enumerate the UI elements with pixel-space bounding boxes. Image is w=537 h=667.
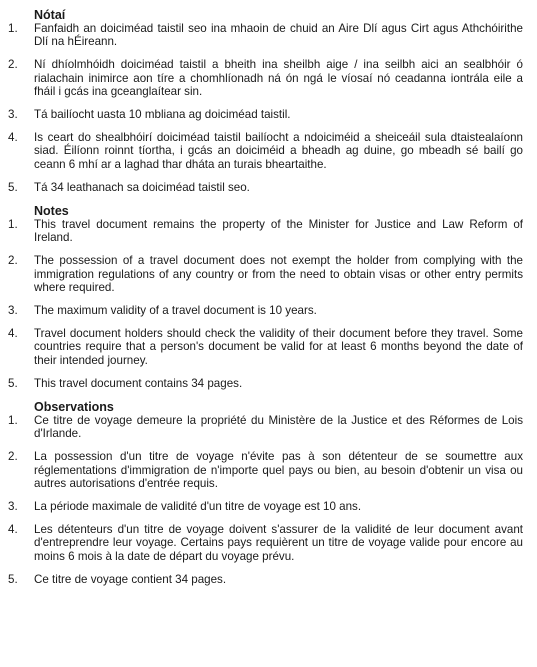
section-irish-notes [4, 8, 523, 194]
item-number: 2. [8, 254, 18, 268]
item-text: The possession of a travel document does not exempt the holder from complying with the immigration regulations of any country or from the need to obtain visas or other entry permits where required. [34, 254, 523, 294]
item-text: Tá bailíocht uasta 10 mbliana ag doiciméad taistil. [34, 108, 291, 122]
list-item [4, 414, 523, 440]
item-text: Is ceart do shealbhóirí doiciméad taistil bailíocht a ndoiciméid a sheiceáil sula dtaistealaíonn siad. Éilíonn roinnt tíortha, i gcás an doiciméid a bheadh ag duine, go mbeadh sé bailí go ceann 6 mhí ar a laghad thar dháta an turais bheartaithe. [34, 131, 523, 171]
list-item [4, 450, 523, 490]
section-english-notes [4, 204, 523, 390]
item-text: Tá 34 leathanach sa doiciméad taistil seo. [34, 180, 250, 194]
item-number: 5. [8, 572, 18, 586]
list-item [4, 304, 523, 317]
item-text: Ce titre de voyage contient 34 pages. [34, 572, 227, 586]
section-title: Notes [34, 204, 69, 219]
list-item [4, 377, 523, 390]
item-number: 2. [8, 58, 18, 72]
item-text: Les détenteurs d'un titre de voyage doivent s'assurer de la validité de leur document avant d'entreprendre leur voyage. Certains pays requièrent un titre de voyage valide pour encore au moins 6 mois à la date de départ du voyage prévu. [34, 523, 523, 563]
list-item [4, 58, 523, 98]
list-item [4, 573, 523, 586]
notes-list [4, 414, 523, 586]
item-number: 4. [8, 523, 18, 537]
list-item [4, 22, 523, 48]
item-text: La possession d'un titre de voyage n'évite pas à son détenteur de se soumettre aux réglementations d'immigration de n'importe quel pays ou bien, au besoin d'obtenir un visa ou autres autorisations d'entrée requis. [34, 450, 523, 490]
item-text: Fanfaidh an doiciméad taistil seo ina mhaoin de chuid an Aire Dlí agus Cirt agus Athchóirithe Dlí na hÉireann. [34, 22, 523, 49]
list-item [4, 500, 523, 513]
item-text: The maximum validity of a travel document is 10 years. [34, 304, 317, 318]
list-item [4, 181, 523, 194]
item-text: Ní dhíolmhóidh doiciméad taistil a bheith ina sheilbh aige / ina seilbh aici an sealbhóir ó rialachain inimirce aon tíre a chomhlíonadh ná ón ngá le víosaí nó ceadanna iontrála eile a fháil i gcás ina gceanglaítear sin. [34, 58, 523, 98]
item-number: 1. [8, 218, 18, 232]
item-text: Ce titre de voyage demeure la propriété du Ministère de la Justice et des Réformes de Lois d'Irlande. [34, 414, 523, 441]
item-number: 5. [8, 180, 18, 194]
list-item [4, 131, 523, 171]
item-number: 1. [8, 22, 18, 35]
item-number: 5. [8, 376, 18, 390]
list-item [4, 218, 523, 244]
item-text: This travel document remains the property of the Minister for Justice and Law Reform of Ireland. [34, 218, 523, 245]
item-text: La période maximale de validité d'un titre de voyage est 10 ans. [34, 500, 362, 514]
list-item [4, 523, 523, 563]
section-title: Nótaí [34, 8, 66, 22]
item-number: 4. [8, 131, 18, 145]
list-item [4, 327, 523, 367]
item-number: 4. [8, 327, 18, 341]
item-number: 3. [8, 108, 18, 122]
list-item [4, 254, 523, 294]
notes-list [4, 218, 523, 390]
item-number: 3. [8, 304, 18, 318]
item-text: Travel document holders should check the validity of their document before they travel. Some countries require that a person's document be valid for at least 6 months beyond the date of their intended journey. [34, 327, 523, 367]
item-text: This travel document contains 34 pages. [34, 376, 243, 390]
item-number: 3. [8, 500, 18, 514]
section-french-observations [4, 400, 523, 586]
item-number: 2. [8, 450, 18, 464]
item-number: 1. [8, 414, 18, 428]
list-item [4, 108, 523, 121]
section-title: Observations [34, 400, 114, 415]
notes-list [4, 22, 523, 194]
